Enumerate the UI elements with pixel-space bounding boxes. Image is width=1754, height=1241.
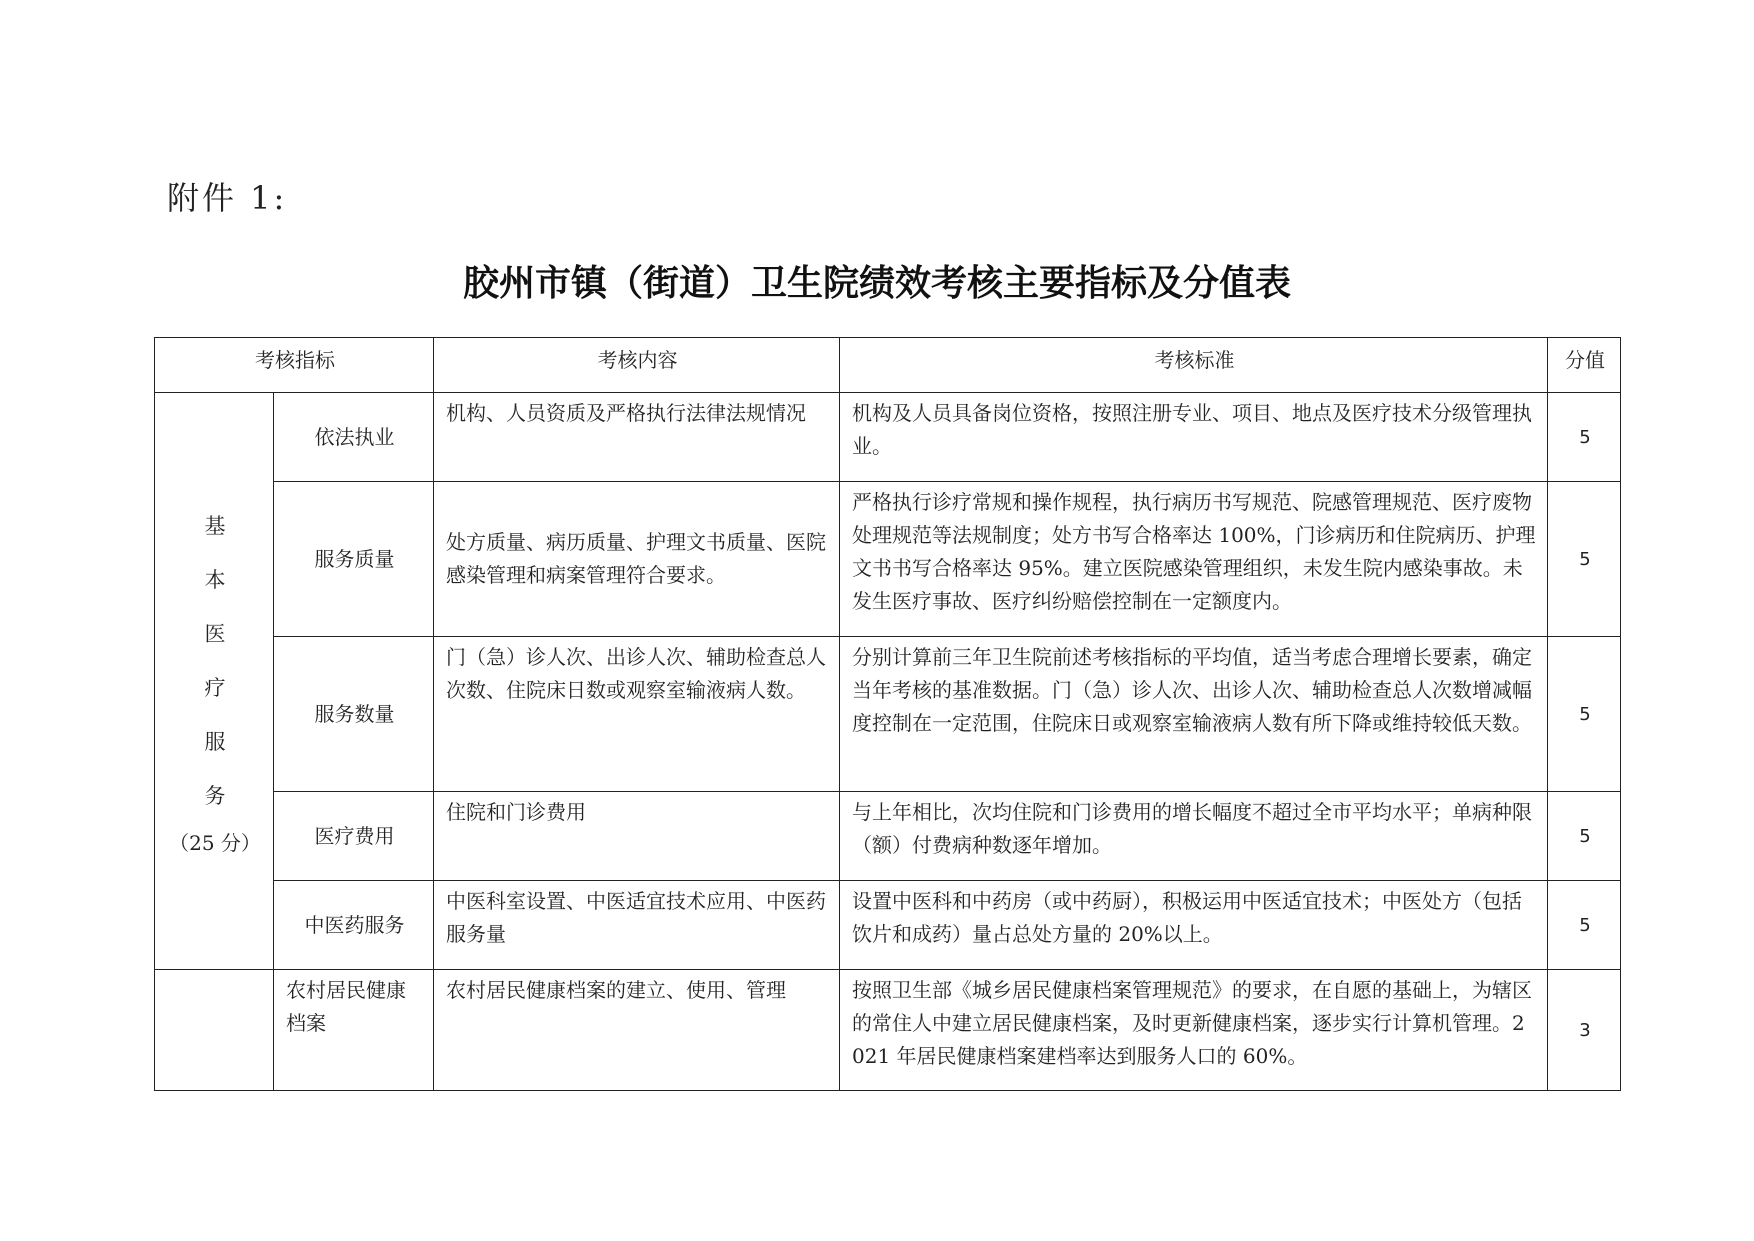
content-cell: 中医科室设置、中医适宜技术应用、中医药服务量 [434,881,840,970]
standard-cell: 按照卫生部《城乡居民健康档案管理规范》的要求，在自愿的基础上，为辖区的常住人中建立居民健康档案，及时更新健康档案，逐步实行计算机管理。2021 年居民健康档案建档率达到服务人口的 60%。 [840,970,1548,1091]
content-cell: 机构、人员资质及严格执行法律法规情况 [434,393,840,482]
category-char: 本 [204,568,226,592]
indicator-cell: 中医药服务 [274,881,434,970]
table-row [155,637,1621,792]
indicator-cell: 依法执业 [274,393,434,482]
table-row [155,881,1621,970]
score-cell: 5 [1548,482,1621,637]
attachment-label: 附件 1: [167,179,288,217]
standard-cell: 机构及人员具备岗位资格，按照注册专业、项目、地点及医疗技术分级管理执业。 [840,393,1548,482]
category-score: （25 分） [169,831,261,855]
category-char: 服 [204,730,226,754]
table-row [155,792,1621,881]
document-title: 胶州市镇（街道）卫生院绩效考核主要指标及分值表 [462,262,1291,304]
score-cell: 5 [1548,393,1621,482]
header-indicator: 考核指标 [155,338,434,393]
category-char: 疗 [204,676,226,700]
indicator-cell: 服务数量 [274,637,434,792]
indicator-cell: 服务质量 [274,482,434,637]
score-cell: 5 [1548,637,1621,792]
table-header-row [155,338,1621,393]
category-char: 医 [204,622,226,646]
category-basic-medical-service [155,393,274,970]
indicator-cell: 医疗费用 [274,792,434,881]
standard-cell: 严格执行诊疗常规和操作规程，执行病历书写规范、院感管理规范、医疗废物处理规范等法规制度；处方书写合格率达 100%，门诊病历和住院病历、护理文书书写合格率达 95%。建立医院感染管理组织，未发生院内感染事故。未发生医疗事故、医疗纠纷赔偿控制在一定额度内。 [840,482,1548,637]
score-cell: 5 [1548,881,1621,970]
table-row [155,393,1621,482]
indicator-cell: 农村居民健康档案 [274,970,434,1091]
header-content: 考核内容 [434,338,840,393]
assessment-table [154,337,1621,1091]
category-char: 务 [204,784,226,808]
category-empty-cell [155,970,274,1091]
header-score: 分值 [1548,338,1621,393]
content-cell: 门（急）诊人次、出诊人次、辅助检查总人次数、住院床日数或观察室输液病人数。 [434,637,840,792]
standard-cell: 分别计算前三年卫生院前述考核指标的平均值，适当考虑合理增长要素，确定当年考核的基准数据。门（急）诊人次、出诊人次、辅助检查总人次数增减幅度控制在一定范围，住院床日或观察室输液病人数有所下降或维持较低天数。 [840,637,1548,792]
content-cell: 农村居民健康档案的建立、使用、管理 [434,970,840,1091]
standard-cell: 设置中医科和中药房（或中药厨），积极运用中医适宜技术；中医处方（包括饮片和成药）量占总处方量的 20%以上。 [840,881,1548,970]
content-cell: 住院和门诊费用 [434,792,840,881]
table-row [155,970,1621,1091]
category-char: 基 [204,514,226,538]
content-cell: 处方质量、病历质量、护理文书质量、医院感染管理和病案管理符合要求。 [434,482,840,637]
header-standard: 考核标准 [840,338,1548,393]
standard-cell: 与上年相比，次均住院和门诊费用的增长幅度不超过全市平均水平；单病种限（额）付费病种数逐年增加。 [840,792,1548,881]
score-cell: 3 [1548,970,1621,1091]
score-cell: 5 [1548,792,1621,881]
table-row [155,482,1621,637]
